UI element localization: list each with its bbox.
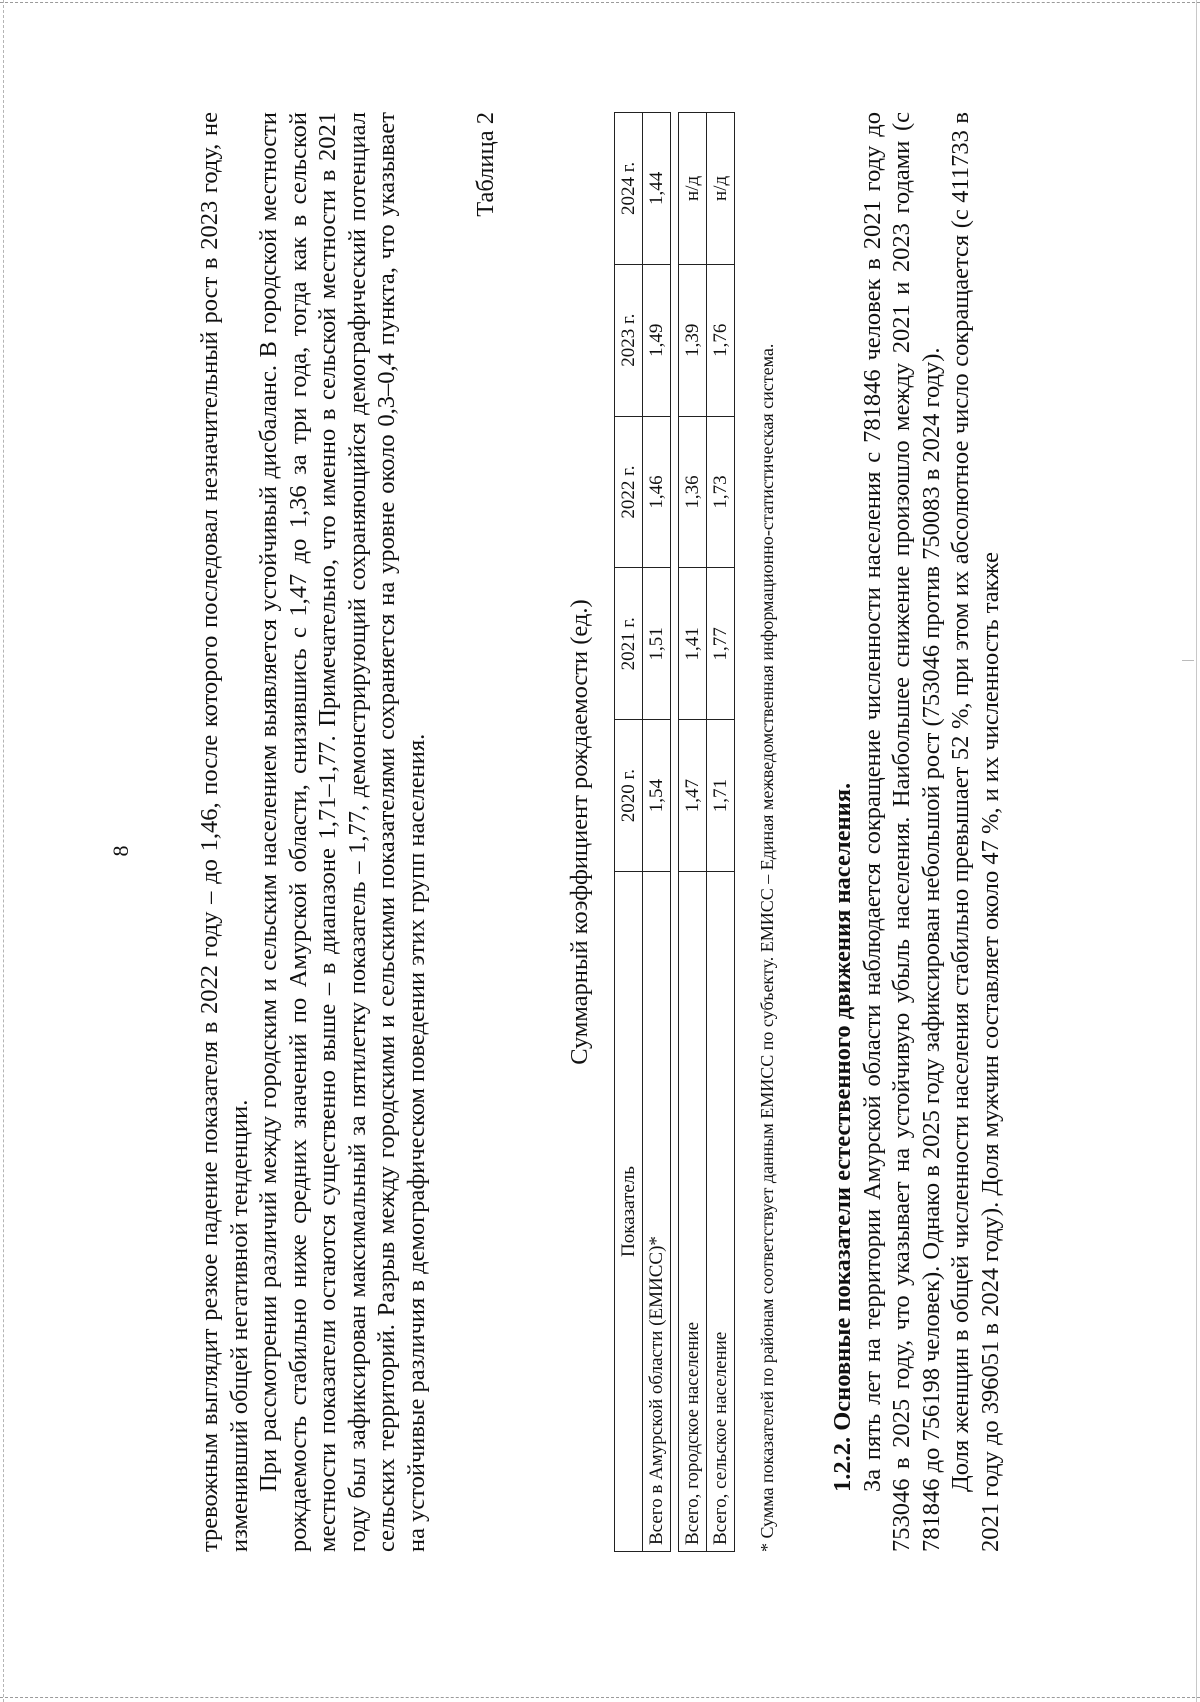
page-content bbox=[195, 112, 1005, 1552]
paragraph-continuation: тревожным выглядит резкое падение показателя в 2022 году – до 1,46, после которого последовал незначительный рост в 2023 году, не изменивший общей негативной тенденции. bbox=[196, 112, 253, 1552]
table-cell: 1,47 bbox=[679, 720, 707, 872]
table-cell-label: Всего, сельское население bbox=[707, 872, 735, 1552]
table-cell: 1,76 bbox=[707, 264, 735, 416]
table-cell: н/д bbox=[679, 113, 707, 265]
table-caption: Таблица 2 bbox=[472, 112, 499, 217]
table-header-cell: 2020 г. bbox=[615, 720, 643, 872]
table-header-cell: 2024 г. bbox=[615, 113, 643, 265]
table-cell: 1,49 bbox=[643, 264, 671, 416]
table-header-cell: Показатель bbox=[615, 872, 643, 1552]
table-cell: н/д bbox=[707, 113, 735, 265]
table-cell: 1,39 bbox=[679, 264, 707, 416]
table-spacer-cell bbox=[671, 113, 679, 1552]
table-header-cell: 2023 г. bbox=[615, 264, 643, 416]
table-row bbox=[643, 113, 671, 1552]
table-cell: 1,54 bbox=[643, 720, 671, 872]
table-footnote: * Сумма показателей по районам соответствует данным ЕМИСС по субъекту. ЕМИСС – Единая межведомственная информационно-статистическая система. bbox=[757, 343, 777, 1552]
fertility-table bbox=[614, 112, 735, 1552]
table-header-row bbox=[615, 113, 643, 1552]
paragraph-urban-rural: При рассмотрении различий между городским и сельским населением выявляется устойчивый дисбаланс. В городской местности рождаемость стабильно ниже средних значений по Амурской области, снизившись с 1,47 до 1,36 за три года, тогда как в сельской местности показатели остаются существенно выше – в диапазоне 1,71–1,77. Примечательно, что именно в сельской местности в 2021 году был зафиксирован максимальный за пятилетку показатель – 1,77, демонстрирующий сохраняющийся демографический потенциал сельских территорий. Разрыв между городскими и сельскими показателями сохраняется на уровне около 0,3–0,4 пункта, что указывает на устойчивые различия в демографическом поведении этих групп населения. bbox=[255, 112, 430, 1552]
table-spacer-row bbox=[671, 113, 679, 1552]
table-header-cell: 2022 г. bbox=[615, 416, 643, 568]
section-heading: 1.2.2. Основные показатели естественного движения населения. bbox=[829, 782, 856, 1492]
table-cell: 1,44 bbox=[643, 113, 671, 265]
table-cell: 1,73 bbox=[707, 416, 735, 568]
table-cell-label: Всего, городское население bbox=[679, 872, 707, 1552]
paragraph-gender: Доля женщин в общей численности населения стабильно превышает 52 %, при этом их абсолютное число сокращается (с 411733 в 2021 году до 396051 в 2024 году). Доля мужчин составляет около 47 %, и их численность также bbox=[947, 112, 1004, 1552]
table-cell-label: Всего в Амурской области (ЕМИСС)* bbox=[643, 872, 671, 1552]
table-title: Суммарный коэффициент рождаемости (ед.) bbox=[565, 599, 593, 1065]
table-header-cell: 2021 г. bbox=[615, 568, 643, 720]
table-row bbox=[679, 113, 707, 1552]
table-cell: 1,36 bbox=[679, 416, 707, 568]
page-number: 8 bbox=[108, 845, 133, 857]
table-cell: 1,77 bbox=[707, 568, 735, 720]
table-cell: 1,51 bbox=[643, 568, 671, 720]
paragraph-population: За пять лет на территории Амурской области наблюдается сокращение численности населения с 781846 человек в 2021 году до 753046 в 2025 году, что указывает на устойчивую убыль населения. Наибольшее снижение произошло между 2021 и 2023 годами (с 781846 до 756198 человек). Однако в 2025 году зафиксирован небольшой рост (753046 против 750083 в 2024 году). bbox=[858, 112, 945, 1552]
table-cell: 1,41 bbox=[679, 568, 707, 720]
table-cell: 1,71 bbox=[707, 720, 735, 872]
table-row bbox=[707, 113, 735, 1552]
table-cell: 1,46 bbox=[643, 416, 671, 568]
